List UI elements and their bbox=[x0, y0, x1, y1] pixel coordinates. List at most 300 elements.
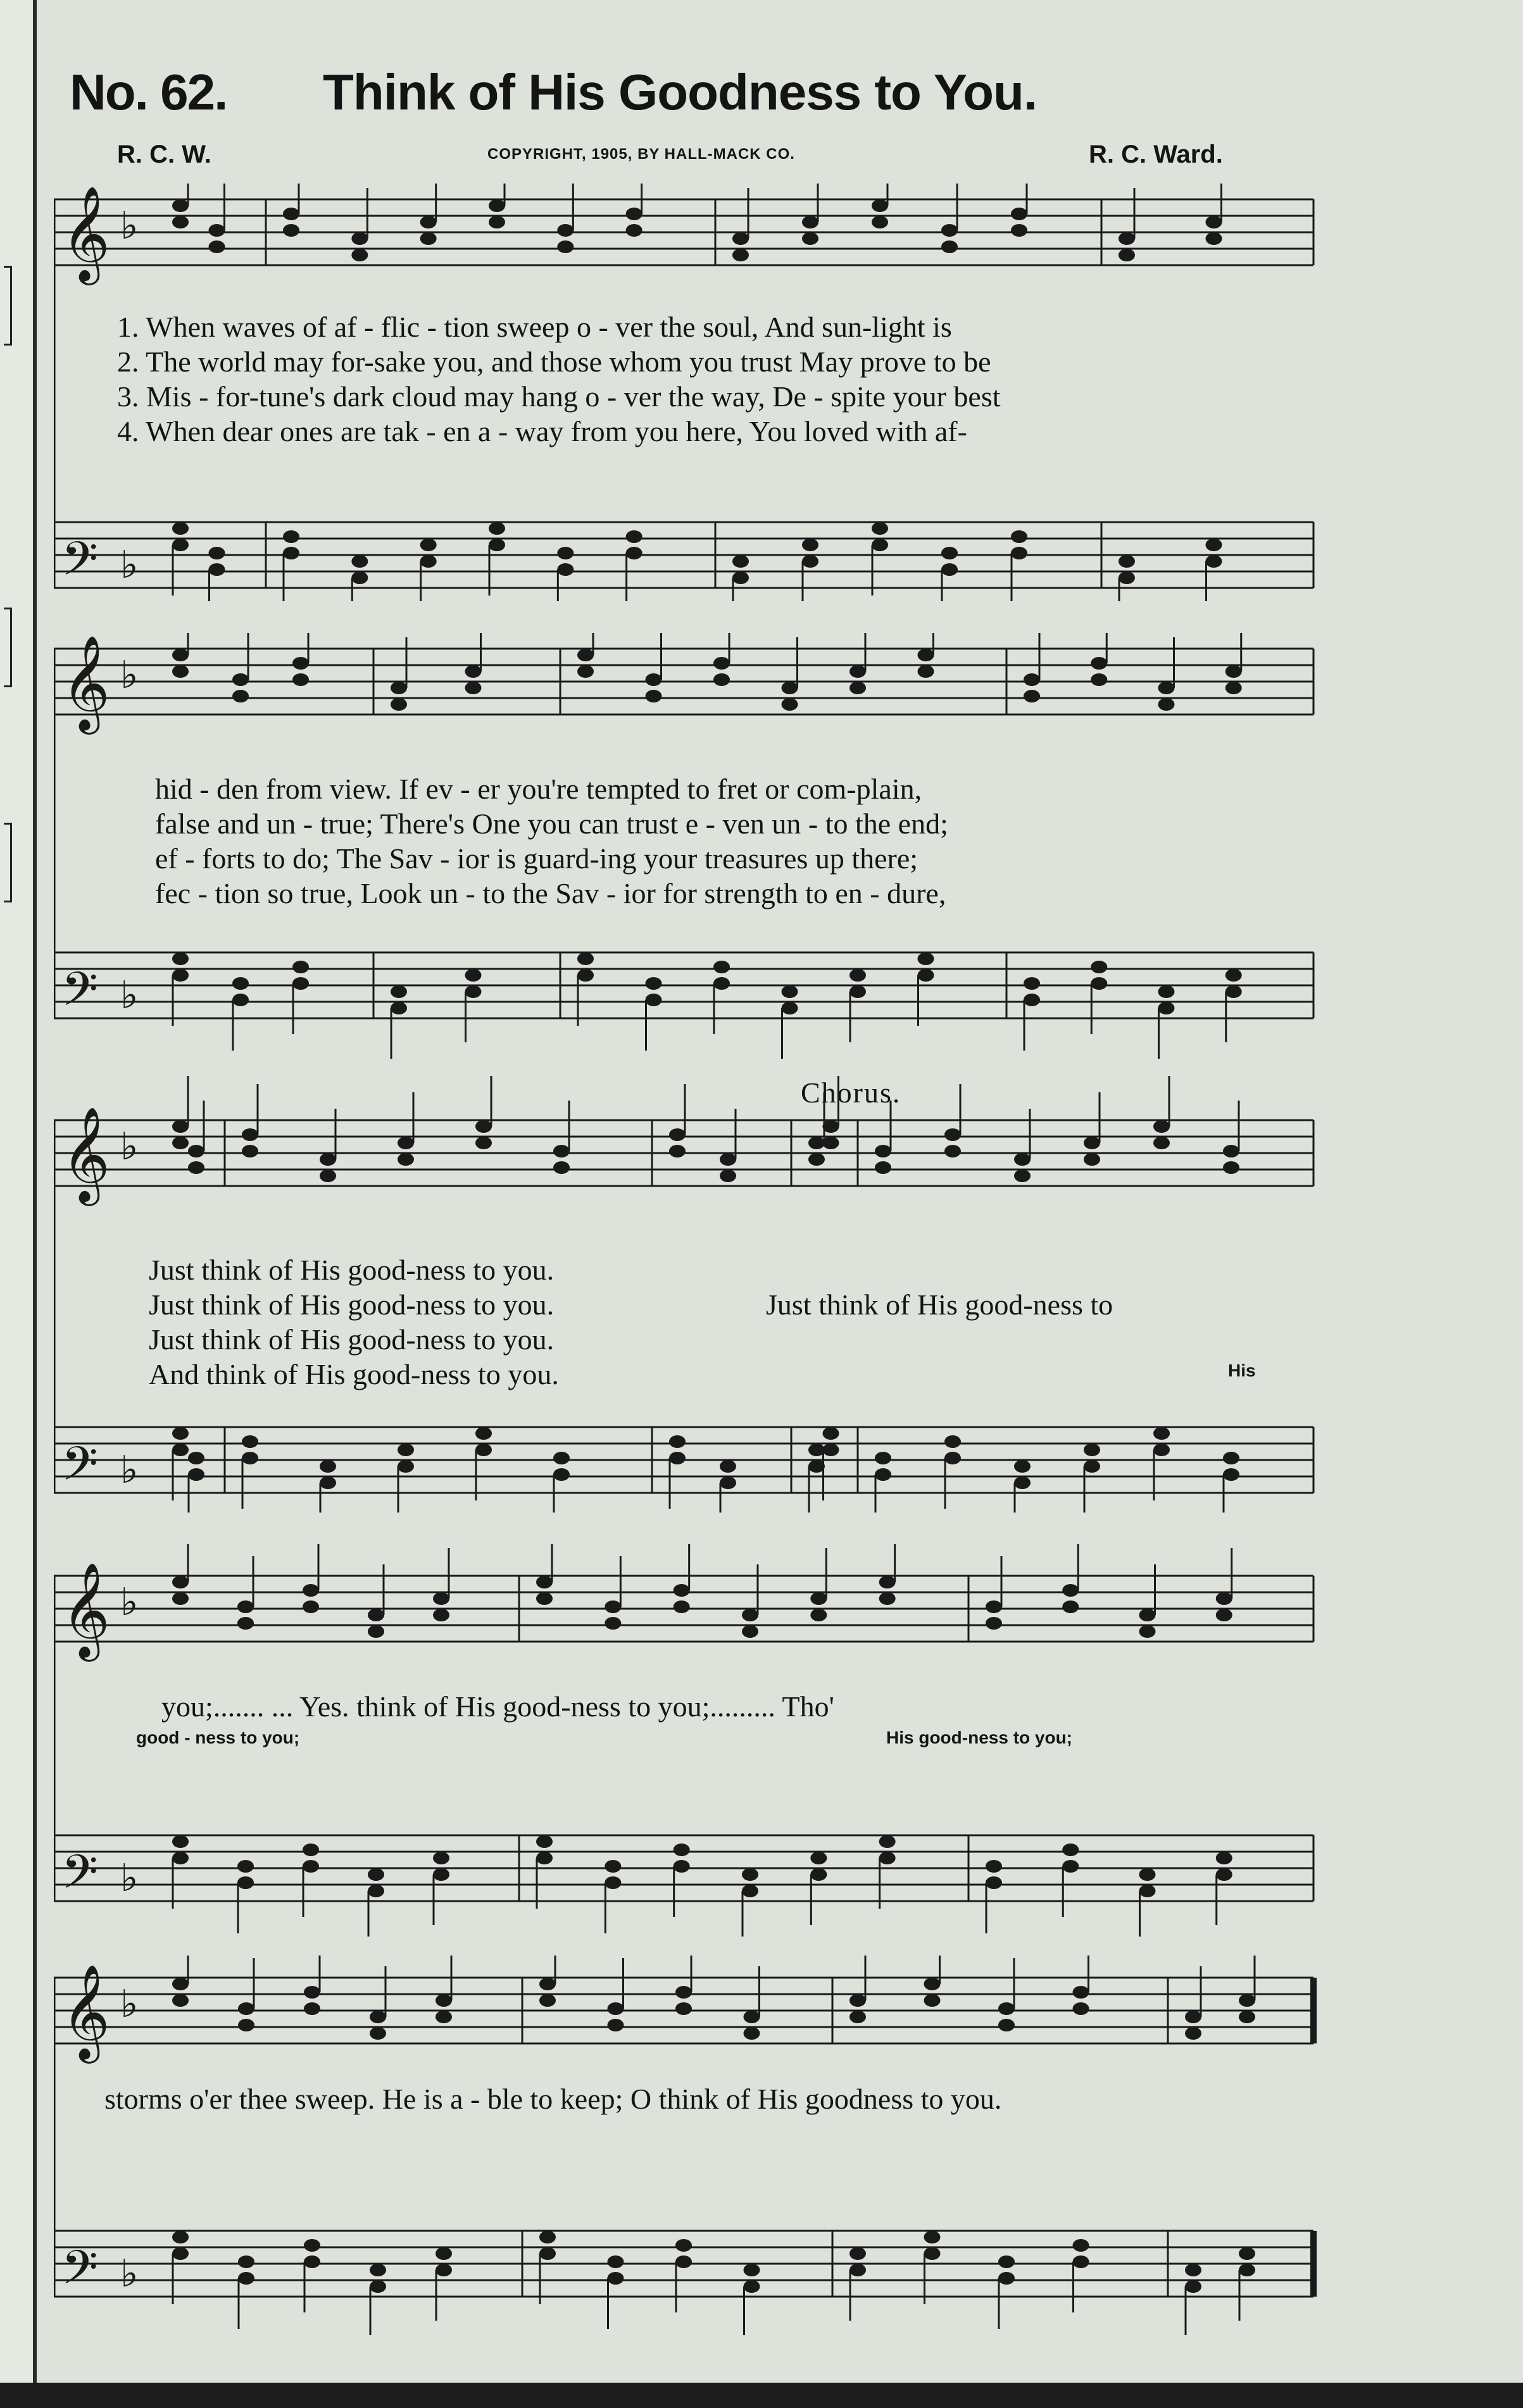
note-head bbox=[1139, 1868, 1156, 1881]
note-head bbox=[808, 1153, 825, 1166]
note-head bbox=[1139, 1885, 1156, 1897]
note-head bbox=[823, 1444, 839, 1456]
note-head bbox=[924, 1978, 941, 1990]
note-head bbox=[605, 1876, 621, 1889]
note-head bbox=[465, 682, 482, 694]
note-head bbox=[872, 539, 888, 551]
note-head bbox=[605, 1600, 621, 1613]
treble-staff bbox=[54, 1076, 1313, 1206]
note-head bbox=[172, 952, 189, 965]
note-head bbox=[608, 2002, 624, 2015]
note-head bbox=[1139, 1625, 1156, 1638]
treble-staff bbox=[54, 1956, 1313, 2064]
note-head bbox=[1011, 208, 1027, 220]
note-head bbox=[1216, 1609, 1232, 1621]
note-head bbox=[1073, 2002, 1089, 2015]
note-head bbox=[918, 649, 934, 661]
treble-staff bbox=[54, 633, 1313, 735]
key-signature-flat-icon: ♭ bbox=[120, 543, 139, 587]
note-head bbox=[1024, 977, 1040, 990]
note-head bbox=[872, 216, 888, 228]
note-head bbox=[1239, 2011, 1255, 2023]
note-head bbox=[536, 1852, 553, 1864]
note-head bbox=[918, 969, 934, 982]
note-head bbox=[849, 2264, 866, 2276]
verse-3-line: ef - forts to do; The Sav - ior is guard-ing your treasures up there; bbox=[155, 842, 918, 875]
note-head bbox=[303, 1860, 319, 1873]
note-head bbox=[1153, 1137, 1170, 1149]
note-head bbox=[1091, 961, 1107, 973]
note-head bbox=[1139, 1609, 1156, 1621]
note-head bbox=[713, 977, 730, 990]
note-head bbox=[536, 1576, 553, 1588]
note-head bbox=[742, 1868, 758, 1881]
verse-3-line: Just think of His good-ness to you. bbox=[149, 1323, 555, 1356]
note-head bbox=[391, 698, 407, 711]
note-head bbox=[941, 547, 958, 559]
note-head bbox=[669, 1452, 686, 1464]
note-head bbox=[232, 977, 249, 990]
note-head bbox=[172, 665, 189, 678]
note-head bbox=[238, 2019, 254, 2031]
key-signature-flat-icon: ♭ bbox=[120, 1982, 139, 2026]
note-head bbox=[489, 199, 505, 212]
note-head bbox=[720, 1170, 736, 1182]
note-head bbox=[626, 547, 642, 559]
note-head bbox=[646, 977, 662, 990]
note-head bbox=[172, 2231, 189, 2243]
note-head bbox=[879, 1835, 896, 1848]
note-head bbox=[172, 539, 189, 551]
note-head bbox=[242, 1145, 258, 1157]
note-head bbox=[675, 1986, 692, 1999]
note-head bbox=[465, 985, 482, 998]
note-head bbox=[669, 1435, 686, 1448]
spine-mark bbox=[4, 266, 12, 346]
note-head bbox=[1024, 994, 1040, 1006]
note-head bbox=[802, 232, 818, 245]
note-head bbox=[1225, 969, 1242, 982]
note-head bbox=[172, 1120, 189, 1133]
note-head bbox=[172, 649, 189, 661]
note-head bbox=[304, 1986, 320, 1999]
note-head bbox=[292, 961, 309, 973]
note-head bbox=[237, 1860, 254, 1873]
note-head bbox=[732, 571, 749, 584]
note-head bbox=[713, 657, 730, 670]
note-head bbox=[238, 2255, 254, 2268]
note-head bbox=[398, 1444, 414, 1456]
note-head bbox=[577, 665, 594, 678]
note-head bbox=[941, 240, 958, 253]
note-head bbox=[489, 539, 505, 551]
final-line: storms o'er thee sweep. He is a - ble to keep; O think of His goodness to you. bbox=[104, 2083, 1002, 2115]
note-head bbox=[370, 2264, 386, 2276]
note-head bbox=[802, 555, 818, 568]
key-signature-flat-icon: ♭ bbox=[120, 1125, 139, 1169]
note-head bbox=[849, 985, 866, 998]
note-head bbox=[1239, 1994, 1255, 2007]
note-head bbox=[368, 1885, 384, 1897]
note-head bbox=[398, 1153, 414, 1166]
note-head bbox=[577, 952, 594, 965]
note-head bbox=[823, 1120, 839, 1133]
note-head bbox=[172, 1978, 189, 1990]
note-head bbox=[605, 1860, 621, 1873]
note-head bbox=[237, 1600, 254, 1613]
note-head bbox=[713, 961, 730, 973]
note-head bbox=[1014, 1460, 1031, 1473]
note-head bbox=[1024, 673, 1040, 686]
note-head bbox=[944, 1128, 961, 1141]
lyricist-credit: R. C. W. bbox=[117, 140, 211, 168]
bass-staff bbox=[54, 1835, 1313, 1937]
note-head bbox=[875, 1452, 891, 1464]
note-head bbox=[209, 547, 225, 559]
note-head bbox=[172, 199, 189, 212]
note-head bbox=[1119, 555, 1135, 568]
note-head bbox=[539, 1994, 556, 2007]
note-head bbox=[675, 2255, 692, 2268]
note-head bbox=[475, 1120, 492, 1133]
note-head bbox=[1084, 1137, 1100, 1149]
note-head bbox=[744, 2027, 760, 2040]
note-head bbox=[303, 1584, 319, 1597]
note-head bbox=[998, 2002, 1015, 2015]
note-head bbox=[674, 1843, 690, 1856]
note-head bbox=[475, 1444, 492, 1456]
note-head bbox=[1091, 977, 1107, 990]
spine-mark bbox=[4, 608, 12, 687]
note-head bbox=[944, 1452, 961, 1464]
note-head bbox=[849, 1994, 866, 2007]
note-head bbox=[303, 1600, 319, 1613]
note-head bbox=[1014, 1153, 1031, 1166]
verse-1-line: hid - den from view. If ev - er you're tempted to fret or com-plain, bbox=[155, 773, 922, 805]
note-head bbox=[849, 2011, 866, 2023]
note-head bbox=[209, 240, 225, 253]
note-head bbox=[802, 216, 818, 228]
music-system-4 bbox=[54, 1544, 1320, 1937]
note-head bbox=[320, 1460, 336, 1473]
soprano-line: you;....... ... Yes. think of His good-ness to you;......... Tho' bbox=[161, 1690, 834, 1723]
verse-4-line: And think of His good-ness to you. bbox=[149, 1358, 559, 1390]
note-head bbox=[1239, 2264, 1255, 2276]
note-head bbox=[998, 2272, 1015, 2285]
note-head bbox=[1223, 1468, 1239, 1481]
note-head bbox=[368, 1868, 384, 1881]
note-head bbox=[1206, 232, 1222, 245]
note-head bbox=[188, 1452, 204, 1464]
note-head bbox=[872, 522, 888, 535]
bass-staff bbox=[54, 2231, 1313, 2335]
note-head bbox=[283, 547, 299, 559]
note-head bbox=[675, 2002, 692, 2015]
note-head bbox=[782, 1002, 798, 1014]
note-head bbox=[370, 2011, 386, 2023]
note-head bbox=[553, 1452, 570, 1464]
hymn-title: Think of His Goodness to You. bbox=[323, 64, 1037, 120]
note-head bbox=[557, 563, 573, 576]
note-head bbox=[553, 1145, 570, 1157]
note-head bbox=[1158, 698, 1175, 711]
note-head bbox=[238, 2002, 254, 2015]
note-head bbox=[238, 2272, 254, 2285]
note-head bbox=[918, 665, 934, 678]
note-head bbox=[986, 1617, 1002, 1630]
note-head bbox=[283, 224, 299, 237]
note-head bbox=[998, 2255, 1015, 2268]
note-head bbox=[669, 1145, 686, 1157]
note-head bbox=[242, 1435, 258, 1448]
key-signature-flat-icon: ♭ bbox=[120, 1856, 139, 1900]
bass-clef-icon: 𝄢 bbox=[61, 2240, 98, 2307]
note-head bbox=[674, 1584, 690, 1597]
note-head bbox=[1084, 1460, 1100, 1473]
bass-clef-icon: 𝄢 bbox=[61, 1845, 98, 1911]
page-bottom-edge bbox=[0, 2383, 1523, 2408]
note-head bbox=[232, 994, 249, 1006]
note-head bbox=[1158, 985, 1175, 998]
note-head bbox=[475, 1137, 492, 1149]
note-head bbox=[986, 1600, 1002, 1613]
note-head bbox=[802, 539, 818, 551]
note-head bbox=[924, 2247, 941, 2260]
note-head bbox=[1119, 232, 1135, 245]
note-head bbox=[577, 969, 594, 982]
note-head bbox=[875, 1468, 891, 1481]
note-head bbox=[1223, 1452, 1239, 1464]
note-head bbox=[944, 1435, 961, 1448]
note-head bbox=[808, 1137, 825, 1149]
note-head bbox=[433, 1609, 449, 1621]
note-head bbox=[1216, 1592, 1232, 1605]
note-head bbox=[674, 1600, 690, 1613]
note-head bbox=[1239, 2247, 1255, 2260]
note-head bbox=[782, 698, 798, 711]
note-head bbox=[986, 1860, 1002, 1873]
spine-mark bbox=[4, 823, 12, 902]
note-head bbox=[351, 232, 368, 245]
note-head bbox=[1062, 1584, 1079, 1597]
note-head bbox=[1062, 1843, 1079, 1856]
note-head bbox=[536, 1835, 553, 1848]
note-head bbox=[283, 208, 299, 220]
note-head bbox=[944, 1145, 961, 1157]
note-head bbox=[420, 539, 437, 551]
note-head bbox=[810, 1609, 827, 1621]
note-head bbox=[713, 673, 730, 686]
note-head bbox=[536, 1592, 553, 1605]
note-head bbox=[849, 2247, 866, 2260]
note-head bbox=[941, 563, 958, 576]
note-head bbox=[918, 952, 934, 965]
bass-staff bbox=[54, 952, 1313, 1059]
note-head bbox=[1073, 2239, 1089, 2252]
treble-staff bbox=[54, 184, 1313, 285]
note-head bbox=[1011, 530, 1027, 543]
note-head bbox=[209, 224, 225, 237]
note-head bbox=[292, 673, 309, 686]
note-head bbox=[1119, 249, 1135, 261]
note-head bbox=[879, 1852, 896, 1864]
note-head bbox=[553, 1468, 570, 1481]
note-head bbox=[433, 1868, 449, 1881]
key-signature-flat-icon: ♭ bbox=[120, 204, 139, 248]
note-head bbox=[1185, 2280, 1201, 2293]
note-head bbox=[720, 1476, 736, 1489]
note-head bbox=[1223, 1161, 1239, 1174]
note-head bbox=[1062, 1600, 1079, 1613]
note-head bbox=[810, 1868, 827, 1881]
note-head bbox=[1084, 1153, 1100, 1166]
note-head bbox=[1153, 1427, 1170, 1440]
treble-clef-icon: 𝄞 bbox=[61, 634, 110, 730]
note-head bbox=[172, 1444, 189, 1456]
note-head bbox=[368, 1609, 384, 1621]
note-head bbox=[292, 977, 309, 990]
treble-clef-icon: 𝄞 bbox=[61, 1561, 110, 1657]
note-head bbox=[303, 1843, 319, 1856]
note-head bbox=[172, 522, 189, 535]
note-head bbox=[742, 1609, 758, 1621]
note-head bbox=[941, 224, 958, 237]
note-head bbox=[720, 1153, 736, 1166]
note-head bbox=[849, 665, 866, 678]
note-head bbox=[669, 1128, 686, 1141]
note-head bbox=[1216, 1852, 1232, 1864]
note-head bbox=[398, 1460, 414, 1473]
note-head bbox=[646, 690, 662, 702]
note-head bbox=[320, 1476, 336, 1489]
verse-1-line: Just think of His good-ness to you. bbox=[149, 1254, 555, 1286]
note-head bbox=[351, 571, 368, 584]
note-head bbox=[1206, 216, 1222, 228]
note-head bbox=[539, 2231, 556, 2243]
note-head bbox=[370, 2280, 386, 2293]
note-head bbox=[304, 2239, 320, 2252]
note-head bbox=[188, 1145, 204, 1157]
note-head bbox=[608, 2019, 624, 2031]
note-head bbox=[1011, 547, 1027, 559]
verse-1-line: 1. When waves of af - flic - tion sweep o - ver the soul, And sun-light is bbox=[117, 311, 952, 343]
verse-3-line: 3. Mis - for-tune's dark cloud may hang o - ver the way, De - spite your best bbox=[117, 380, 1001, 413]
note-head bbox=[1225, 682, 1242, 694]
note-head bbox=[292, 657, 309, 670]
bass-line-a: good - ness to you; bbox=[136, 1728, 300, 1747]
note-head bbox=[1158, 1002, 1175, 1014]
note-head bbox=[539, 2247, 556, 2260]
key-signature-flat-icon: ♭ bbox=[120, 1448, 139, 1492]
verse-4-line: fec - tion so true, Look un - to the Sav - ior for strength to en - dure, bbox=[155, 877, 946, 909]
note-head bbox=[823, 1427, 839, 1440]
note-head bbox=[1014, 1476, 1031, 1489]
note-head bbox=[1091, 657, 1107, 670]
music-system-3 bbox=[54, 1076, 1320, 1513]
bass-clef-icon: 𝄢 bbox=[61, 962, 98, 1028]
note-head bbox=[646, 673, 662, 686]
note-head bbox=[242, 1128, 258, 1141]
note-head bbox=[998, 2019, 1015, 2031]
note-head bbox=[433, 1592, 449, 1605]
bass-staff bbox=[54, 1427, 1313, 1513]
note-head bbox=[674, 1860, 690, 1873]
note-head bbox=[742, 1885, 758, 1897]
note-head bbox=[1225, 665, 1242, 678]
hymn-header bbox=[70, 63, 1336, 127]
treble-clef-icon: 𝄞 bbox=[61, 1963, 110, 2059]
note-head bbox=[242, 1452, 258, 1464]
note-head bbox=[436, 2247, 452, 2260]
note-head bbox=[1091, 673, 1107, 686]
note-head bbox=[732, 249, 749, 261]
bass-cue-word: His bbox=[1228, 1361, 1256, 1380]
note-head bbox=[351, 249, 368, 261]
note-head bbox=[391, 682, 407, 694]
note-head bbox=[172, 2247, 189, 2260]
note-head bbox=[1073, 1986, 1089, 1999]
music-system-2 bbox=[54, 633, 1320, 1063]
note-head bbox=[465, 665, 482, 678]
note-head bbox=[436, 2264, 452, 2276]
note-head bbox=[782, 985, 798, 998]
staff-pair bbox=[54, 1956, 1320, 2335]
note-head bbox=[557, 224, 573, 237]
note-head bbox=[420, 216, 437, 228]
hymn-number: No. 62. bbox=[70, 64, 227, 120]
note-head bbox=[823, 1137, 839, 1149]
note-head bbox=[1185, 2027, 1201, 2040]
note-head bbox=[605, 1617, 621, 1630]
note-head bbox=[732, 232, 749, 245]
copyright-notice: COPYRIGHT, 1905, BY HALL-MACK CO. bbox=[487, 146, 795, 163]
note-head bbox=[172, 1427, 189, 1440]
note-head bbox=[879, 1592, 896, 1605]
note-head bbox=[1062, 1860, 1079, 1873]
music-system-1 bbox=[54, 184, 1320, 601]
treble-clef-icon: 𝄞 bbox=[61, 1106, 110, 1202]
note-head bbox=[232, 673, 249, 686]
note-head bbox=[391, 985, 407, 998]
note-head bbox=[1119, 571, 1135, 584]
note-head bbox=[420, 232, 437, 245]
note-head bbox=[172, 1137, 189, 1149]
verse-2-line: 2. The world may for-sake you, and those whom you trust May prove to be bbox=[117, 346, 991, 378]
chorus-line: Just think of His good-ness to bbox=[766, 1288, 1113, 1321]
verse-2-line: false and un - true; There's One you can trust e - ven un - to the end; bbox=[155, 808, 948, 840]
note-head bbox=[237, 1876, 254, 1889]
book-spine bbox=[0, 0, 37, 2408]
note-head bbox=[188, 1468, 204, 1481]
note-head bbox=[475, 1427, 492, 1440]
note-head bbox=[646, 994, 662, 1006]
note-head bbox=[172, 1994, 189, 2007]
note-head bbox=[626, 224, 642, 237]
note-head bbox=[557, 547, 573, 559]
credits-row bbox=[0, 140, 1523, 172]
note-head bbox=[420, 555, 437, 568]
note-head bbox=[1216, 1868, 1232, 1881]
note-head bbox=[172, 969, 189, 982]
note-head bbox=[875, 1161, 891, 1174]
note-head bbox=[489, 216, 505, 228]
note-head bbox=[320, 1170, 336, 1182]
note-head bbox=[849, 969, 866, 982]
note-head bbox=[368, 1625, 384, 1638]
note-head bbox=[436, 1994, 452, 2007]
note-head bbox=[608, 2255, 624, 2268]
note-head bbox=[872, 199, 888, 212]
